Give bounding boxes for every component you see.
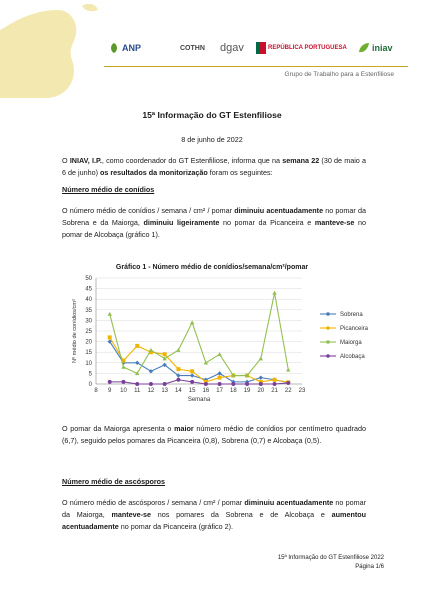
text-run: O número médio de conídios / semana / cm² / pomar: [62, 206, 235, 215]
legend-label: Sobrena: [340, 312, 363, 319]
text-run: foram os seguintes:: [207, 168, 273, 177]
data-point: [218, 376, 222, 380]
legend-marker: [326, 326, 330, 330]
bold-text-run: os resultados da monitorização: [99, 168, 208, 177]
data-point: [108, 380, 112, 384]
intro-paragraph: [62, 155, 366, 179]
bold-text-run: diminuiu acentuadamente: [244, 498, 334, 507]
iniav-logo: iniav: [358, 36, 393, 60]
footer-doc-title: 15ª Informação do GT Estenfiliose 2022: [277, 555, 384, 561]
y-tick-label: 45: [85, 286, 92, 293]
data-point: [162, 356, 166, 360]
data-point: [190, 380, 194, 384]
text-run: no pomar da Sobrena e da Maiorga,: [62, 206, 366, 227]
data-point: [149, 348, 153, 352]
y-tick-label: 35: [85, 307, 92, 314]
bold-text-run: manteve-se: [314, 218, 355, 227]
conidios-paragraph: [62, 205, 366, 241]
legend-marker: [326, 354, 330, 358]
data-point: [190, 373, 194, 377]
data-point: [176, 367, 180, 371]
data-point: [218, 382, 222, 386]
leaf-icon: [358, 42, 370, 54]
bold-text-run: semana 22: [282, 156, 320, 165]
data-point: [259, 356, 263, 360]
partner-logos: [108, 36, 408, 62]
data-point: [108, 312, 112, 316]
group-title: Grupo de Trabalho para a Estenfiliose: [284, 71, 394, 78]
y-tick-label: 40: [85, 297, 92, 304]
x-tick-label: 17: [216, 388, 223, 394]
legend-label: Picanceira: [340, 326, 369, 333]
data-point: [286, 368, 290, 372]
document-date: 8 de junho de 2022: [181, 135, 243, 144]
flag-icon: [256, 42, 266, 54]
text-run: nos pomares da Sobrena e de Alcobaça e: [151, 510, 332, 519]
x-tick-label: 11: [134, 388, 141, 394]
bold-text-run: INIAV, I.P.: [69, 156, 102, 165]
data-point: [272, 291, 276, 295]
data-point: [176, 348, 180, 352]
pear-leaf-icon: [108, 42, 120, 54]
data-point: [121, 365, 125, 369]
bold-text-run: aumentou acentuadamente: [62, 510, 367, 531]
x-tick-label: 15: [188, 388, 196, 394]
republica-portuguesa-logo: REPÚBLICA PORTUGUESA: [256, 36, 347, 60]
section-heading-ascosporos: Número médio de ascósporos: [62, 477, 166, 486]
x-tick-label: 12: [147, 388, 155, 394]
data-point: [163, 382, 167, 386]
bold-text-run: diminuiu acentuadamente: [234, 206, 324, 215]
legend-marker: [326, 312, 330, 316]
y-tick-label: 0: [88, 382, 92, 388]
y-tick-label: 5: [88, 371, 92, 378]
x-tick-label: 22: [284, 388, 292, 394]
text-run: no pomar da Maiorga,: [62, 498, 366, 519]
x-tick-label: 19: [243, 388, 251, 394]
data-point: [108, 335, 112, 339]
data-point: [217, 352, 221, 356]
text-run: no pomar da Picanceira (gráfico 2).: [118, 522, 233, 531]
bold-text-run: diminuiu ligeiramente: [143, 218, 220, 227]
data-point: [135, 344, 139, 348]
pear-logo-background: [0, 0, 110, 98]
y-tick-label: 15: [85, 350, 92, 357]
data-point: [190, 369, 194, 373]
data-point: [121, 380, 125, 384]
text-run: , como coordenador do GT Estenfiliose, informa que na: [101, 156, 283, 165]
y-tick-label: 10: [85, 360, 92, 367]
header-rule: [104, 66, 408, 67]
y-tick-label: 30: [85, 318, 92, 325]
x-tick-label: 21: [271, 388, 278, 394]
text-run: O: [62, 156, 70, 165]
text-run: número médio de conídios por centímetro quadrado (6,7), seguido pelos pomares da Picanceira (0,8), Sobrena (0,7) e Alcobaça (0,5).: [62, 424, 366, 445]
x-tick-label: 9: [108, 388, 112, 394]
y-tick-label: 50: [85, 276, 92, 282]
data-point: [149, 382, 153, 386]
x-tick-label: 8: [94, 388, 98, 394]
text-run: (30 de maio a 6 de junho): [62, 156, 367, 177]
data-point: [176, 378, 180, 382]
data-point: [190, 320, 194, 324]
chart-title: Gráfico 1 - Número médio de conídios/semana/cm²/pomar: [115, 264, 309, 271]
bold-text-run: manteve-se: [111, 510, 152, 519]
x-tick-label: 13: [161, 388, 169, 394]
x-tick-label: 23: [298, 388, 306, 394]
data-point: [163, 352, 167, 356]
x-tick-label: 14: [175, 388, 182, 394]
data-point: [259, 375, 263, 379]
anp-logo: ANP: [108, 36, 141, 60]
data-point: [273, 382, 277, 386]
footer-page-number: Página 1/6: [355, 564, 384, 570]
data-point: [259, 382, 263, 386]
legend-label: Maiorga: [340, 340, 362, 347]
x-tick-label: 10: [120, 388, 127, 394]
text-run: O número médio de ascósporos / semana / cm² / pomar: [62, 498, 245, 507]
data-point: [245, 382, 249, 386]
bold-text-run: maior: [174, 424, 194, 433]
data-point: [286, 381, 290, 385]
text-run: no pomar da Picanceira e: [219, 218, 315, 227]
conidios-summary-paragraph: [62, 423, 366, 447]
data-point: [273, 378, 277, 382]
conidios-line-chart: [52, 274, 372, 406]
text-run: O pomar da Maiorga apresenta o: [62, 424, 175, 433]
data-point: [204, 382, 208, 386]
data-point: [231, 382, 235, 386]
y-axis-label: Nº médio de conídios/cm²: [72, 299, 78, 363]
section-heading-conidios: Número médio de conídios: [62, 185, 155, 194]
x-axis-label: Semana: [187, 397, 211, 403]
legend-marker: [326, 340, 330, 344]
legend-label: Alcobaça: [340, 354, 365, 361]
ascosporos-paragraph: [62, 497, 366, 533]
y-tick-label: 20: [85, 339, 92, 346]
x-tick-label: 18: [229, 388, 237, 394]
x-tick-label: 16: [202, 388, 210, 394]
data-point: [135, 382, 139, 386]
y-tick-label: 25: [85, 329, 92, 335]
text-run: no pomar de Alcobaça (gráfico 1).: [62, 218, 366, 239]
x-tick-label: 20: [257, 388, 265, 394]
document-title: 15ª Informação do GT Estenfiliose: [142, 110, 282, 120]
cothn-logo: COTHN: [180, 44, 205, 52]
dgav-logo: dgav: [220, 42, 244, 54]
